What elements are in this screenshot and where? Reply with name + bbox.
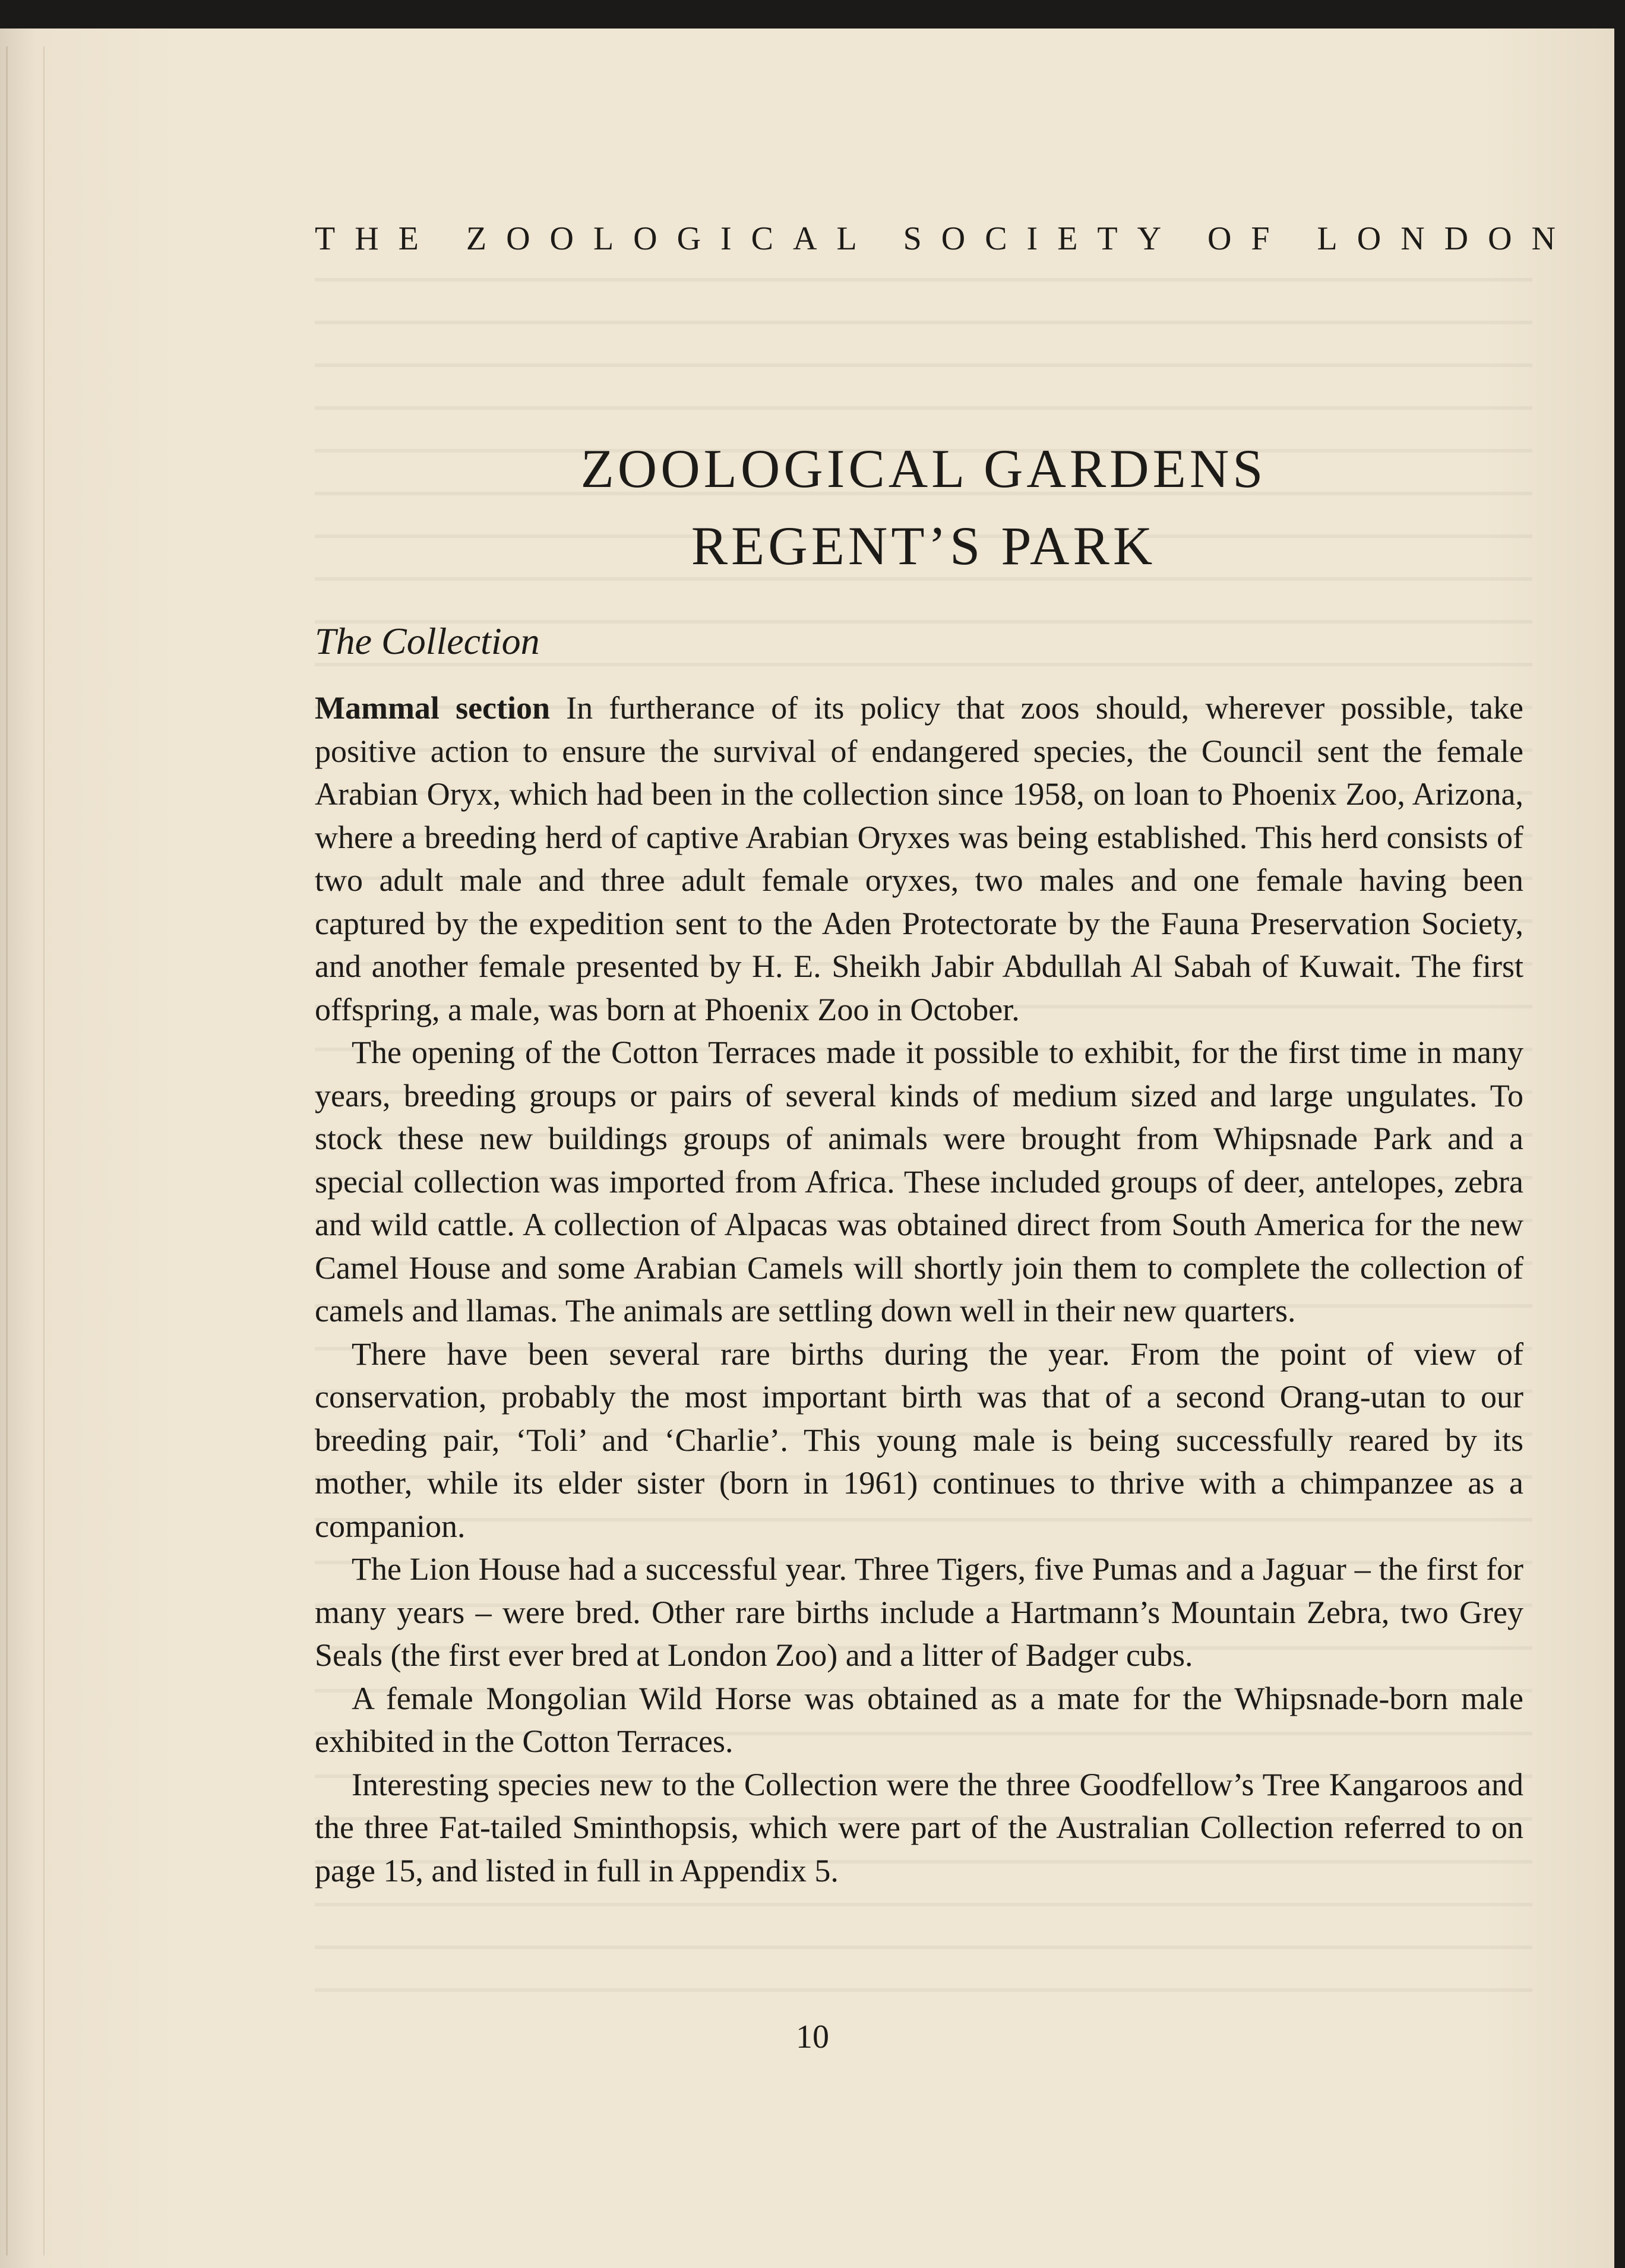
- paragraph: There have been several rare births during the year. From the point of view of conservation, probably the most important birth was that of a second Orang-utan to our breeding pair, ‘Toli’ and ‘Charlie’. This young male is being successfully reared by its mother, while its elder sister (born in 1961) continues to thrive with a chimpanzee as a companion.: [315, 1336, 1523, 1544]
- paragraph: A female Mongolian Wild Horse was obtained as a mate for the Whipsnade-born male exhibited in the Cotton Terraces.: [315, 1680, 1523, 1759]
- paragraph: The opening of the Cotton Terraces made it possible to exhibit, for the first time in many years, breeding groups or pairs of several kinds of medium sized and large ungulates. To stock these new buildings groups of animals were brought from Whipsnade Park and a special collection was imported from Africa. These included groups of deer, antelopes, zebra and wild cattle. A collection of Alpacas was obtained direct from South America for the new Camel House and some Arabian Camels will shortly join them to complete the collection of camels and llamas. The animals are settling down well in their new quarters.: [315, 1035, 1523, 1328]
- page-title-line-1: ZOOLOGICAL GARDENS: [580, 438, 1267, 499]
- paragraph-mammal-section: [315, 687, 1523, 1031]
- paragraph-text: In furtherance of its policy that zoos should, wherever possible, take positive action to ensure the survival of endangered species, the Council sent the female Arabian Oryx, which had been in the collection since 1958, on loan to Phoenix Zoo, Arizona, where a breeding herd of captive Arabian Oryxes was being established. This herd consists of two adult male and three adult female oryxes, two males and one female having been captured by the expedition sent to the Aden Protectorate by the Fauna Preservation Society, and another female presented by H. E. Sheikh Jabir Abdullah Al Sabah of Kuwait. The first offspring, a male, was born at Phoenix Zoo in October.: [315, 690, 1523, 1027]
- body-text: [315, 687, 1523, 1892]
- paragraph-lead: Mammal section: [315, 690, 551, 726]
- paragraph: Interesting species new to the Collection were the three Goodfellow’s Tree Kangaroos and the three Fat-tailed Sminthopsis, which were part of the Australian Collection referred to on page 15, and listed in full in Appendix 5.: [315, 1766, 1523, 1889]
- page-number: 10: [796, 2019, 829, 2055]
- paragraph: The Lion House had a successful year. Three Tigers, five Pumas and a Jaguar – the first for many years – were bred. Other rare births include a Hartmann’s Mountain Zebra, two Grey Seals (the first ever bred at London Zoo) and a litter of Badger cubs.: [315, 1551, 1523, 1673]
- running-head: THE ZOOLOGICAL SOCIETY OF LONDON: [315, 220, 1575, 257]
- section-heading: The Collection: [315, 620, 540, 662]
- page-title-line-2: REGENT’S PARK: [691, 515, 1156, 576]
- page-stack-edge: [6, 46, 45, 2256]
- book-page: [0, 29, 1614, 2268]
